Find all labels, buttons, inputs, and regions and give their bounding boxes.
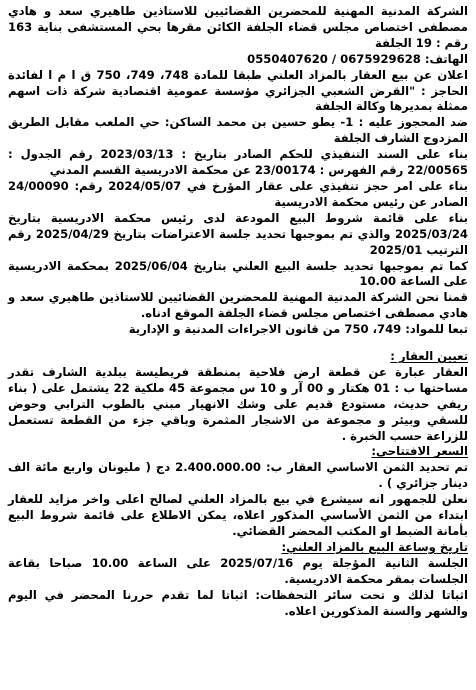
debtor-paragraph: ضد المحجوز عليه : 1- يطو حسين بن محمد الساكن: حي الملعب مقابل الطريق المزدوج الشارف الجلفة xyxy=(8,115,468,146)
auction-date: الجلسة الثانية المؤجلة يوم 2025/07/16 على الساعة 10.00 صباحا بقاعة الجلسات بمقر محكمة الادريسية. xyxy=(8,555,468,586)
phone-numbers: الهاتف: 0675929628 / 0550407620 xyxy=(247,51,468,66)
closing-statement: اثباتا لذلك و تحت سائر التحفظات: اثباتا لما تقدم حررنا المحضر في اليوم والشهر والسنة المذكورين اعلاه. xyxy=(8,587,468,618)
section-gap xyxy=(8,338,468,349)
sale-session: كما تم بموجبها تحديد جلسة البيع العلني بتاريخ 2025/06/04 بمحكمة الادريسية على الساعة 10.00 xyxy=(8,258,468,289)
company-header: الشركة المدنية المهنية للمحضرين القضائيين للاستاذين طاهيري سعد و هادي مصطفى اختصاص مجلس قضاء الجلفة الكائن مقرها بحي المستشفى بناية 163 رقم : 19 الجلفة xyxy=(8,4,468,50)
bailiff-statement: قمنا نحن الشركة المدنية المهنية للمحضرين القضائيين للاستاذين طاهيري سعد و هادي مصطفى اختصاص مجلس قضاء الجلفة الموقع ادناه. xyxy=(8,290,468,321)
seizure-order: بناء على امر حجز تنفيذي على عقار المؤرخ في 2024/05/07 رقم: 24/00090 الصادر عن رئيس محكمة الادريسية xyxy=(8,178,468,209)
opening-price: تم تحديد الثمن الاساسي العقار ب: 2.400.000.00 دج ( مليونان واربع مائة الف دينار جزائري ) . xyxy=(8,460,468,491)
public-notice: نعلن للجمهور انه سيشرع في بيع بالمزاد العلني لصالح اعلى واخر مزايد للعقار ابتداء من الثمن الأساسي المذكور اعلاه، يمكن الاطلاع على قائمة شروط البيع بأمانة الضبط او المكتب المحضر القضائي. xyxy=(8,492,468,538)
enforcement-basis: بناء على السند التنفيذي للحكم الصادر بتاريخ : 2023/03/13 رقم الجدول : 22/00565 رقم الفهرس : 23/00174 عن محكمة الادريسية القسم المدني xyxy=(8,147,469,178)
conditions-list: بناء على قائمة شروط البيع المودعة لدى رئيس محكمة الادريسية بتاريخ 2025/03/24 والذي تم بموجبها تحديد جلسة الاعتراضات بتاريخ 2025/04/29 رقم الترتيب 2025/01 xyxy=(8,210,468,257)
date-heading: تاريخ وساعة البيع بالمزاد العلني: xyxy=(281,539,468,554)
price-heading: السعر الافتتاحي: xyxy=(371,444,468,459)
auction-announcement: اعلان عن بيع العقار بالمزاد العلني طبقا للمادة 748، 749، 750 ق ا م ا لفائدة الحاجز : "القرض الشعبي الجزائري مؤسسة عمومية اقتصادية شركة ذات اسهم ممثلة بمديرها وكالة الجلفة xyxy=(8,67,468,114)
property-heading: تعيين العقار : xyxy=(390,349,468,364)
legal-articles: تبعا للمواد: 749، 750 من قانون الاجراءات المدنية و الإدارية xyxy=(128,322,468,337)
property-description: العقار عبارة عن قطعة ارض فلاحية بمنطقة فريطيسة ببلدية الشارف تقدر مساحتها ب : 01 هكتار و 00 آر و 10 س مجموعة 45 ملكية 22 يشتمل على ( بناء ريفي حديث، مستودع قديم على وشك الانهيار مبني بالطوب الترابي وحوض للسقي وبيئر و مجموعة من الاشجار المثمرة وباقي جزء من القطعة تستعمل للزراعة حسب الخبرة . xyxy=(8,364,468,443)
